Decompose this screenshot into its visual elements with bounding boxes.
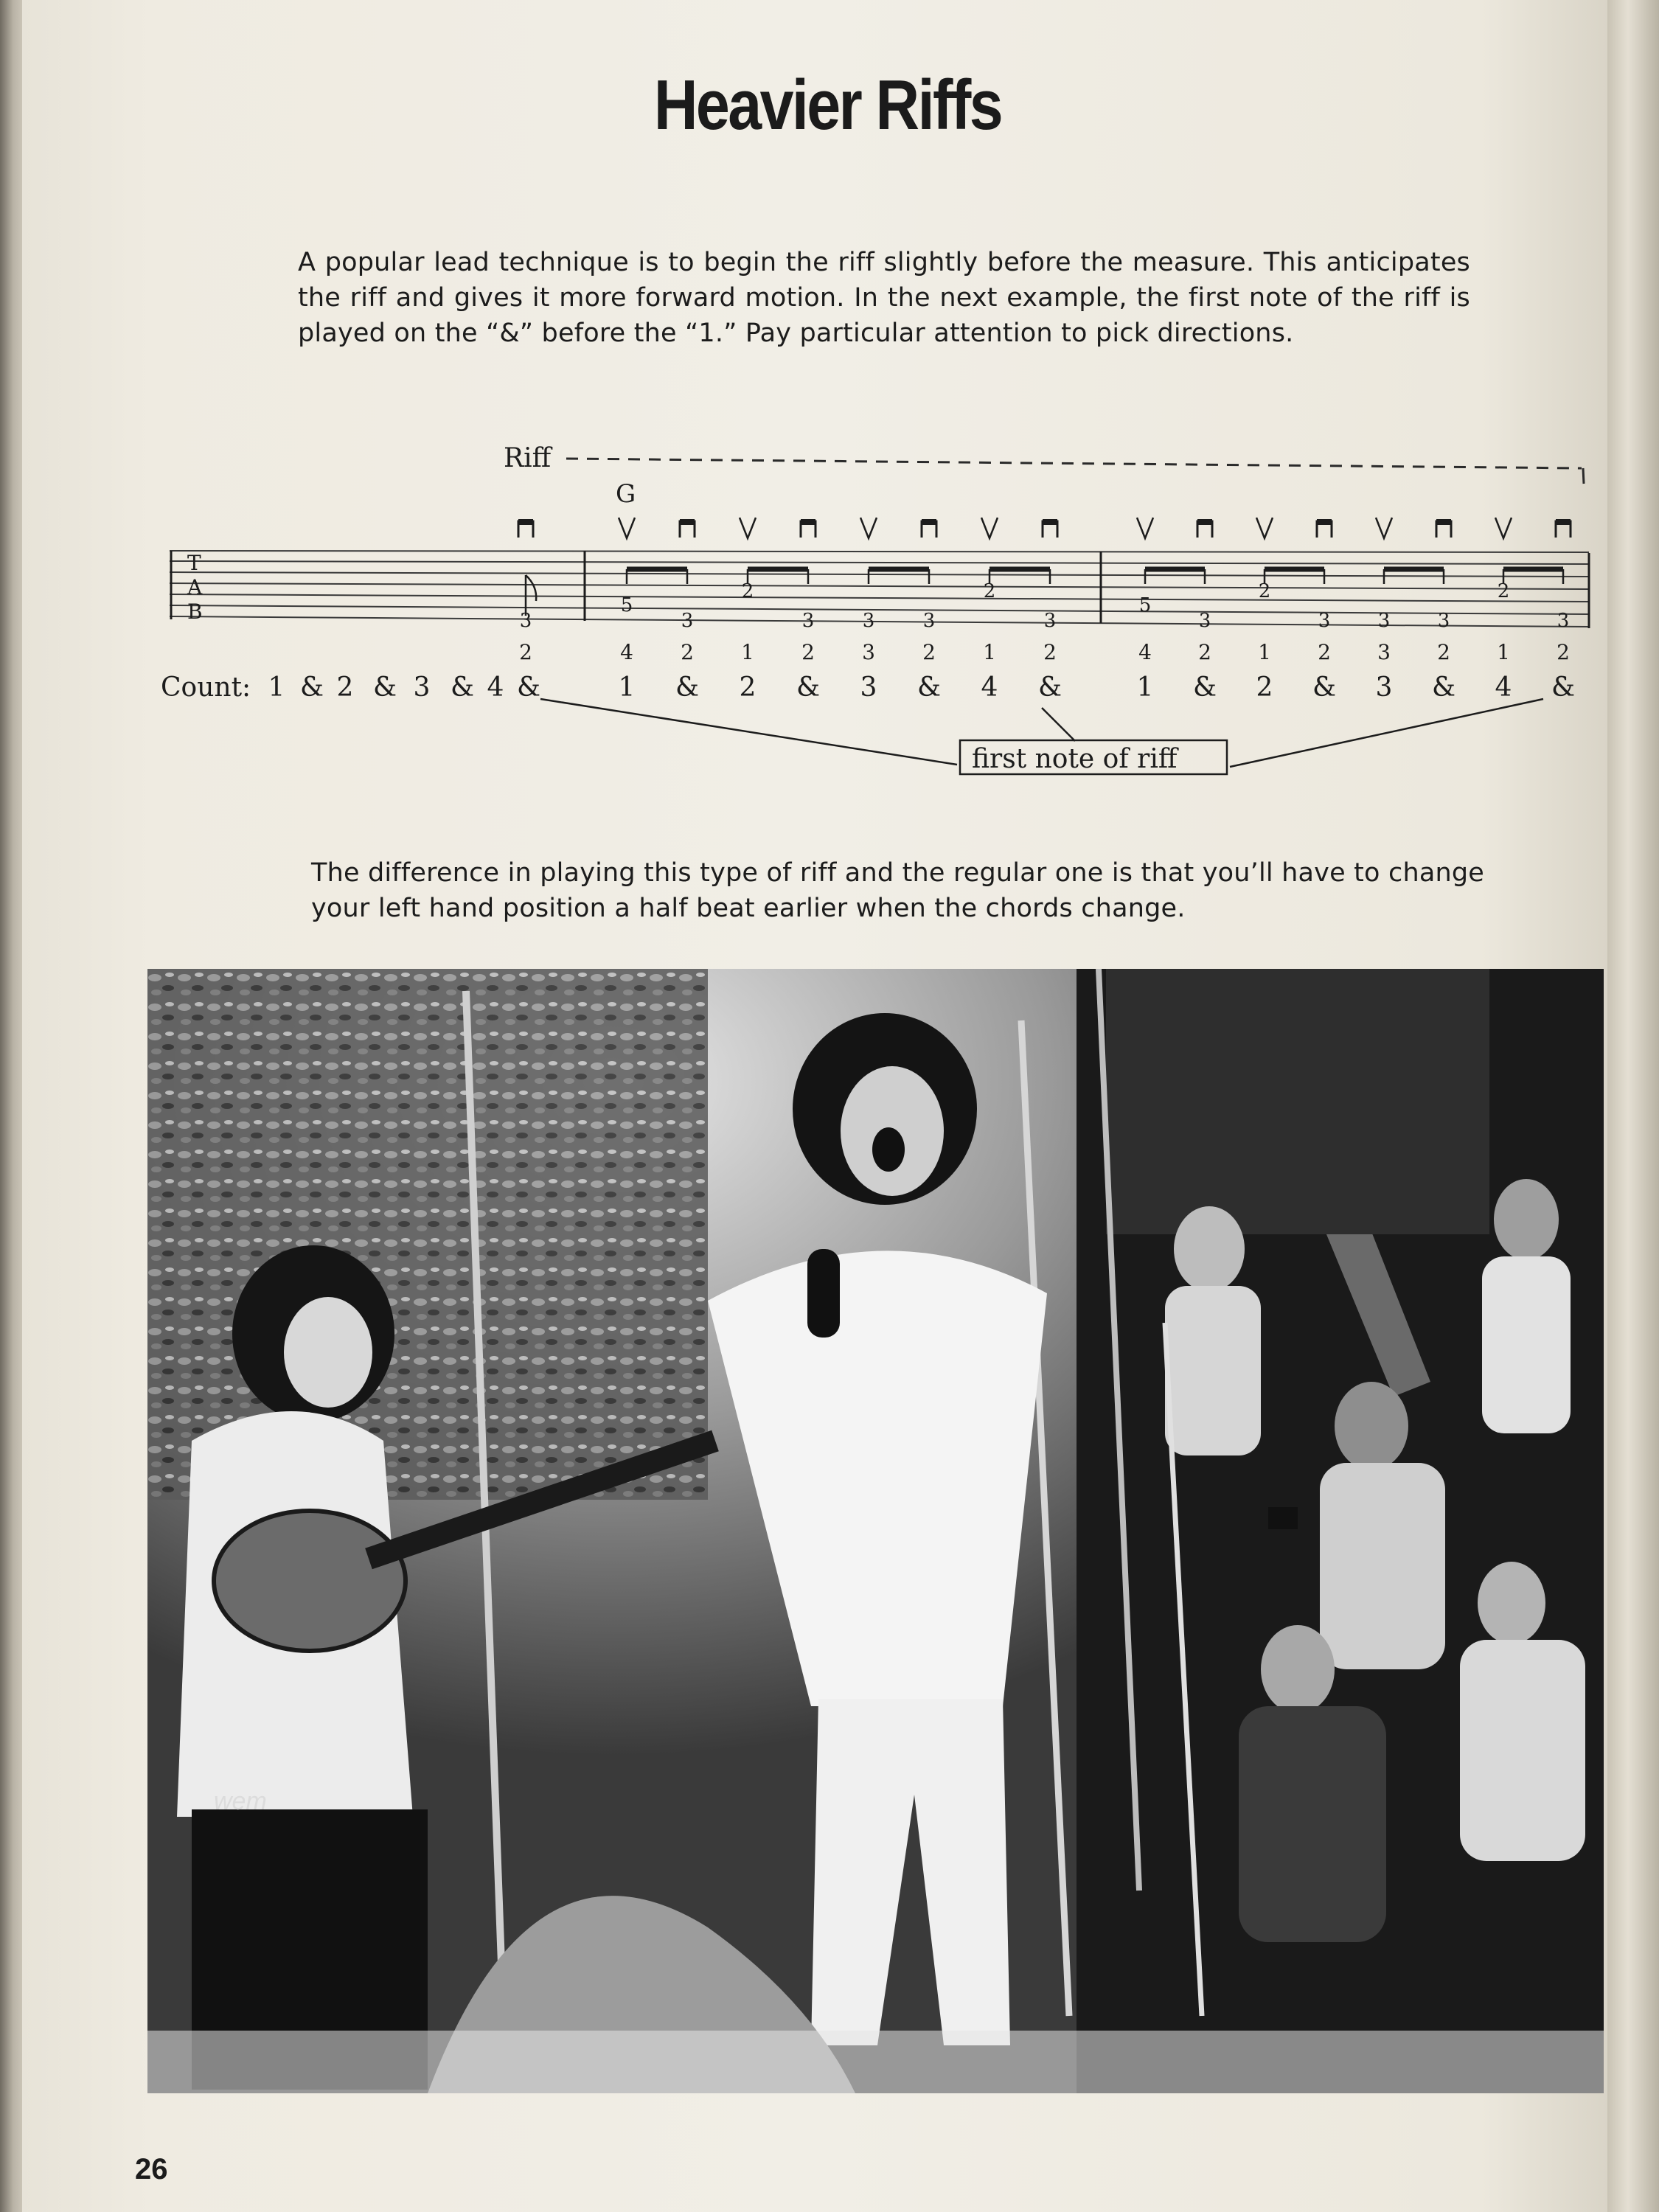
m1-fret-5: 3 <box>862 610 875 632</box>
m2-fret-6: 3 <box>1437 610 1450 632</box>
m2-finger-1: 4 <box>1138 640 1152 664</box>
pick-direction-down-pickup-bar <box>518 519 533 525</box>
staff-line-1 <box>170 551 1589 552</box>
m1-count-4: & <box>796 672 821 703</box>
pick-direction-down-m1-n2-bar <box>680 519 695 525</box>
riff-extent-end <box>1583 468 1584 484</box>
pickup-count-3: 2 <box>336 672 354 703</box>
pick-direction-down-m1-n6 <box>922 519 936 538</box>
microphone <box>807 1249 840 1338</box>
chord-symbol: G <box>616 479 636 509</box>
pick-direction-down-m1-n8 <box>1043 519 1057 538</box>
m1-finger-2: 2 <box>681 640 694 664</box>
m2-finger-7: 1 <box>1497 640 1510 664</box>
singer-open-mouth <box>872 1127 905 1172</box>
m1-count-3: 2 <box>739 672 757 703</box>
pickup-count-7: 4 <box>487 672 504 703</box>
pick-direction-down-m2-n6-bar <box>1436 519 1451 525</box>
m2-finger-5: 3 <box>1377 640 1391 664</box>
m1-finger-6: 2 <box>922 640 936 664</box>
pick-direction-up-m2-n5 <box>1376 518 1392 538</box>
m2-finger-4: 2 <box>1318 640 1331 664</box>
m2-count-2: & <box>1192 672 1217 703</box>
m2-fret-8: 3 <box>1557 610 1570 632</box>
pick-direction-down-m2-n2 <box>1197 519 1212 538</box>
m1-fret-4: 3 <box>801 610 815 632</box>
staff-line-6 <box>170 605 1589 614</box>
tab-letter-a: A <box>187 575 203 599</box>
pick-direction-down-m2-n6 <box>1436 519 1451 538</box>
m2-count-3: 2 <box>1256 672 1273 703</box>
page-title: Heavier Riffs <box>653 66 1002 145</box>
pick-direction-down-m1-n4-bar <box>801 519 815 525</box>
m2-count-6: & <box>1431 672 1456 703</box>
scaffold-platform <box>1106 969 1489 1234</box>
pick-direction-down-m2-n2-bar <box>1197 519 1212 525</box>
m2-finger-8: 2 <box>1557 640 1570 664</box>
riff-label: Riff <box>504 443 552 473</box>
tab-staff <box>170 551 1589 628</box>
m2-count-8: & <box>1551 672 1576 703</box>
riff-label-group <box>504 443 1584 484</box>
pick-direction-down-m2-n8-bar <box>1556 519 1571 525</box>
pick-direction-down-m1-n4 <box>801 519 815 538</box>
pickup-count-4: & <box>372 672 397 703</box>
tab-letter-b: B <box>187 599 203 624</box>
m2-finger-6: 2 <box>1437 640 1450 664</box>
stage-edge <box>147 2031 1604 2093</box>
amp-logo: wem <box>214 1787 267 1815</box>
staff-line-7 <box>170 616 1589 627</box>
m2-count-7: 4 <box>1495 672 1512 703</box>
pick-direction-up-m1-n7 <box>981 518 998 538</box>
m1-fret-7: 2 <box>983 580 996 602</box>
pick-direction-down-m2-n4 <box>1317 519 1332 538</box>
pickup-flag <box>526 575 536 601</box>
m1-fret-1: 5 <box>620 594 633 616</box>
m1-count-1: 1 <box>618 672 636 703</box>
m1-count-6: & <box>917 672 942 703</box>
m2-count-5: 3 <box>1375 672 1393 703</box>
pick-direction-up-m2-n7 <box>1495 518 1512 538</box>
page-number: 26 <box>135 2153 168 2185</box>
callout-text: first note of riff <box>972 744 1178 774</box>
pickup-count-5: 3 <box>413 672 431 703</box>
intro-paragraph: A popular lead technique is to begin the riff slightly before the measure. This anticipates the riff and gives it more forward motion. In the next example, the first note of the riff is played on the “&” before the “1.” Pay particular attention to pick directions. <box>298 248 1470 348</box>
pick-direction-up-m2-n3 <box>1256 518 1273 538</box>
m1-finger-3: 1 <box>741 640 754 664</box>
pick-direction-down-m2-n4-bar <box>1317 519 1332 525</box>
m1-count-2: & <box>675 672 700 703</box>
count-label: Count: <box>161 672 251 703</box>
count-row <box>161 672 1575 703</box>
m1-fret-3: 2 <box>741 580 754 602</box>
pick-direction-up-m2-n1 <box>1137 518 1153 538</box>
guitarist-face <box>284 1297 372 1408</box>
concert-photo <box>147 969 1604 2093</box>
m1-finger-4: 2 <box>801 640 815 664</box>
m1-count-7: 4 <box>981 672 998 703</box>
m2-finger-3: 1 <box>1258 640 1271 664</box>
m2-fret-2: 3 <box>1198 610 1211 632</box>
pickup-count-2: & <box>299 672 324 703</box>
callout-pointer-measure-2 <box>1230 699 1543 767</box>
guitar-body <box>214 1511 406 1651</box>
pickup-count-1: 1 <box>268 672 285 703</box>
pick-direction-down-pickup <box>518 519 533 538</box>
m2-fret-1: 5 <box>1138 594 1152 616</box>
trees-foliage <box>147 969 708 1500</box>
pick-direction-up-m1-n5 <box>860 518 877 538</box>
pickup-count-8: & <box>516 672 541 703</box>
pick-direction-down-m1-n2 <box>680 519 695 538</box>
tab-notes <box>518 518 1571 664</box>
tab-letter-t: T <box>187 551 201 575</box>
pick-direction-up-m1-n3 <box>740 518 756 538</box>
m1-fret-2: 3 <box>681 610 694 632</box>
pickup-finger-number: 2 <box>519 640 532 664</box>
m1-fret-6: 3 <box>922 610 936 632</box>
riff-extent-line <box>566 459 1582 468</box>
m2-count-4: & <box>1312 672 1337 703</box>
pick-direction-up-m1-n1 <box>619 518 635 538</box>
m1-finger-1: 4 <box>620 640 633 664</box>
m2-fret-5: 3 <box>1377 610 1391 632</box>
m1-count-8: & <box>1037 672 1062 703</box>
pick-direction-down-m2-n8 <box>1556 519 1571 538</box>
pickup-count-6: & <box>450 672 475 703</box>
m2-count-1: 1 <box>1136 672 1154 703</box>
m1-finger-8: 2 <box>1043 640 1057 664</box>
difference-paragraph: The difference in playing this type of riff and the regular one is that you’ll have to change your left hand position a half beat earlier when the chords change. <box>311 858 1485 923</box>
first-note-callout <box>540 699 1543 774</box>
m2-finger-2: 2 <box>1198 640 1211 664</box>
staff-line-2 <box>170 561 1589 564</box>
m2-fret-3: 2 <box>1258 580 1271 602</box>
m2-fret-4: 3 <box>1318 610 1331 632</box>
m1-fret-8: 3 <box>1043 610 1057 632</box>
pick-direction-down-m1-n8-bar <box>1043 519 1057 525</box>
callout-pointer-measure-1 <box>1042 708 1075 741</box>
pickup-fret-number: 3 <box>519 610 532 632</box>
m2-fret-7: 2 <box>1497 580 1510 602</box>
pick-direction-down-m1-n6-bar <box>922 519 936 525</box>
staff-line-5 <box>170 594 1589 602</box>
staff-line-4 <box>170 583 1589 589</box>
tab-clef <box>187 551 203 624</box>
m1-count-5: 3 <box>860 672 877 703</box>
m1-finger-7: 1 <box>983 640 996 664</box>
callout-pointer-pickup <box>540 699 957 765</box>
staff-line-3 <box>170 572 1589 577</box>
m1-finger-5: 3 <box>862 640 875 664</box>
